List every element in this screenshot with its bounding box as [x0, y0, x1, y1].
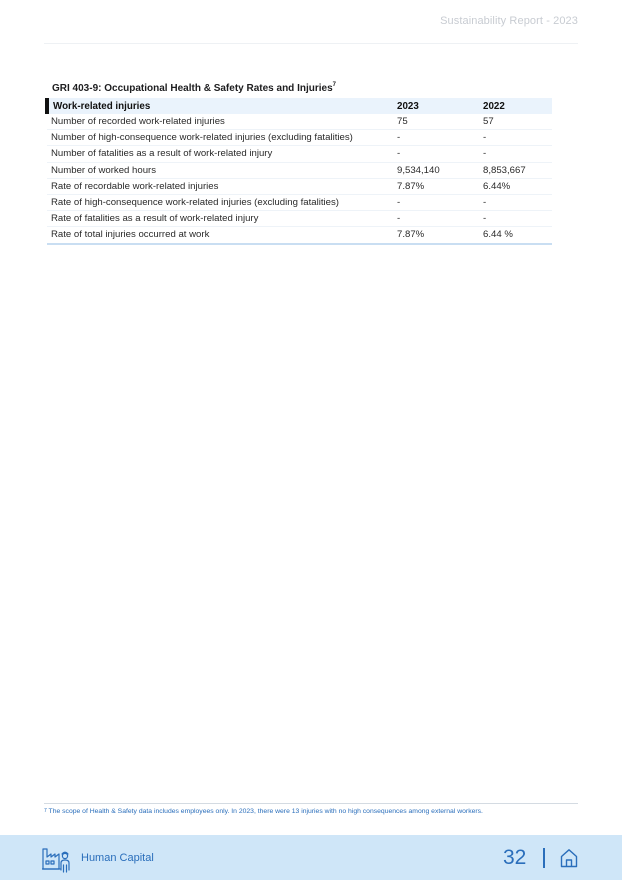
- value-2022: -: [479, 146, 552, 162]
- footnote-divider: [44, 803, 578, 804]
- row-label: Number of fatalities as a result of work-related injury: [47, 146, 393, 162]
- value-2022: 8,853,667: [479, 162, 552, 178]
- row-label: Number of high-consequence work-related injuries (excluding fatalities): [47, 130, 393, 146]
- home-icon[interactable]: [560, 848, 578, 868]
- row-label: Rate of fatalities as a result of work-related injury: [47, 211, 393, 227]
- factory-worker-icon: [42, 843, 74, 873]
- row-label: Number of recorded work-related injuries: [47, 114, 393, 130]
- value-2023: 7.87%: [393, 227, 479, 244]
- table-row: [47, 178, 552, 194]
- value-2022: -: [479, 194, 552, 210]
- footnote: [44, 808, 483, 815]
- page-number: 32: [503, 846, 527, 869]
- report-title: Sustainability Report - 2023: [440, 15, 578, 27]
- page-footer: [0, 835, 622, 880]
- value-2023: -: [393, 130, 479, 146]
- value-2022: -: [479, 130, 552, 146]
- value-2023: 9,534,140: [393, 162, 479, 178]
- table-row: [47, 114, 552, 130]
- value-2023: 7.87%: [393, 178, 479, 194]
- table-row: [47, 211, 552, 227]
- table-row: [47, 194, 552, 210]
- injuries-table: [45, 98, 552, 245]
- footer-section-label[interactable]: Human Capital: [81, 852, 154, 864]
- table-header-row: [47, 98, 552, 114]
- value-2022: 6.44%: [479, 178, 552, 194]
- section-title-text: GRI 403-9: Occupational Health & Safety Rates and Injuries: [52, 83, 333, 94]
- value-2022: 57: [479, 114, 552, 130]
- footnote-reference[interactable]: 7: [332, 82, 336, 88]
- table-row: [47, 227, 552, 244]
- row-label: Rate of high-consequence work-related injuries (excluding fatalities): [47, 194, 393, 210]
- row-label: Rate of total injuries occurred at work: [47, 227, 393, 244]
- table-row: [47, 130, 552, 146]
- value-2022: 6.44 %: [479, 227, 552, 244]
- table-row: [47, 162, 552, 178]
- value-2023: -: [393, 146, 479, 162]
- row-label: Number of worked hours: [47, 162, 393, 178]
- footnote-text: The scope of Health & Safety data includes employees only. In 2023, there were 13 injuries with no high consequences among external workers.: [46, 808, 483, 815]
- value-2022: -: [479, 211, 552, 227]
- footnote-marker: 7: [44, 808, 47, 814]
- value-2023: -: [393, 211, 479, 227]
- column-header-2022: 2022: [479, 98, 552, 114]
- section-title: [52, 83, 336, 94]
- value-2023: -: [393, 194, 479, 210]
- header-divider: [44, 43, 578, 44]
- value-2023: 75: [393, 114, 479, 130]
- table-row: [47, 146, 552, 162]
- column-header-category: Work-related injuries: [47, 98, 393, 114]
- column-header-2023: 2023: [393, 98, 479, 114]
- row-label: Rate of recordable work-related injuries: [47, 178, 393, 194]
- footer-divider: [543, 848, 545, 868]
